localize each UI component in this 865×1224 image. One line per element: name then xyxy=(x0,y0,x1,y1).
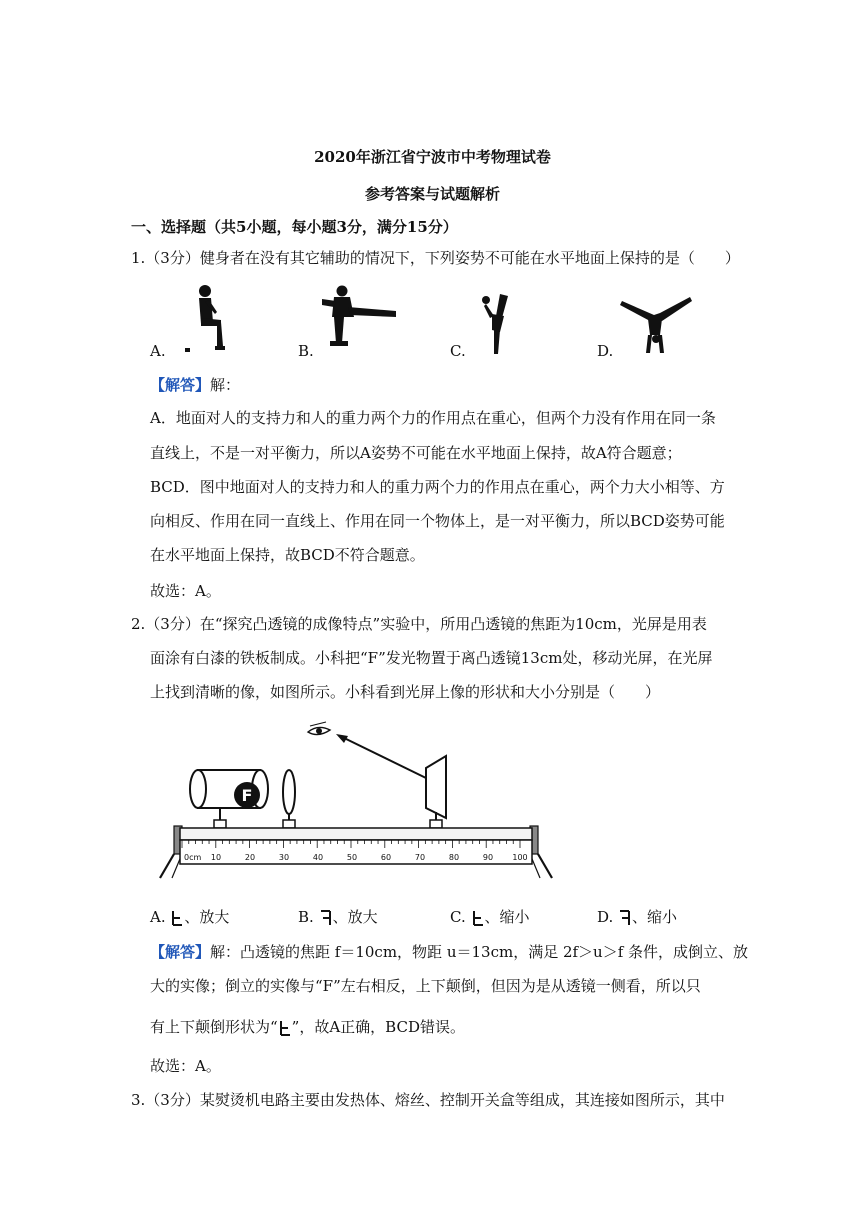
q1-option-b: B. xyxy=(298,342,314,360)
arrow-icon xyxy=(336,734,348,743)
option-letter: B. xyxy=(298,908,314,926)
answer-text: 有上下颠倒形状为“ xyxy=(150,1018,278,1036)
q1-option-d: D. xyxy=(597,342,614,360)
q2-stem-line: 2.（3分）在“探究凸透镜的成像特点”实验中，所用凸透镜的焦距为10cm，光屏是用表 xyxy=(131,615,707,633)
q2-option-b xyxy=(298,907,378,927)
q1-answer-line: BCD．图中地面对人的支持力和人的重力两个力的作用点在重心，两个力大小相等、方 xyxy=(150,478,725,496)
q2-optical-bench-figure xyxy=(150,712,560,882)
image-glyph-icon xyxy=(618,910,632,926)
q1-figure-d-handstand xyxy=(620,295,692,355)
image-glyph-icon xyxy=(170,910,184,926)
answer-text: 解：凸透镜的焦距 f＝10cm，物距 u＝13cm，满足 2f＞u＞f 条件，成倒立、放 xyxy=(210,943,749,961)
q1-figure-b-kick xyxy=(320,285,398,347)
convex-lens xyxy=(283,770,295,814)
q2-stem-line: 面涂有白漆的铁板制成。小科把“F”发光物置于离凸透镜13cm处，移动光屏，在光屏 xyxy=(150,649,713,667)
scale-label: 80 xyxy=(448,853,460,862)
q1-figure-c-gymnast xyxy=(478,292,518,356)
q2-stem-line: 上找到清晰的像，如图所示。小科看到光屏上像的形状和大小分别是（ ） xyxy=(150,683,661,701)
scale-label: 90 xyxy=(482,853,494,862)
q1-answer-line: 在水平地面上保持，故BCD不符合题意。 xyxy=(150,546,425,564)
doc-subtitle: 参考答案与试题解析 xyxy=(364,185,500,203)
q1-option-a: A. xyxy=(150,342,166,360)
answer-tag: 【解答】 xyxy=(150,376,211,394)
q1-figure-a-sitting xyxy=(175,282,225,354)
option-text: 、缩小 xyxy=(632,908,678,926)
scale-label: 40 xyxy=(312,853,324,862)
image-glyph-icon xyxy=(319,910,333,926)
option-letter: C. xyxy=(450,908,466,926)
option-letter: A. xyxy=(150,908,166,926)
q1-choice: 故选：A。 xyxy=(150,582,221,600)
q2-option-d xyxy=(597,907,677,927)
option-letter: D. xyxy=(597,908,614,926)
answer-text: ”，故A正确，BCD错误。 xyxy=(291,1018,465,1036)
q1-answer-line: 向相反、作用在同一直线上、作用在同一个物体上，是一对平衡力，所以BCD姿势可能 xyxy=(150,512,725,530)
scale-label: 0cm xyxy=(184,853,202,862)
option-text: 、放大 xyxy=(184,908,230,926)
q2-answer-line xyxy=(150,942,748,962)
answer-tag: 【解答】 xyxy=(150,943,211,961)
light-source-f xyxy=(190,770,268,828)
q1-answer-line: 直线上，不是一对平衡力，所以A姿势不可能在水平地面上保持，故A符合题意； xyxy=(150,444,682,462)
image-glyph-icon xyxy=(471,910,485,926)
q2-option-a xyxy=(150,907,229,927)
q1-answer-heading xyxy=(150,375,240,395)
q1-stem: 1.（3分）健身者在没有其它辅助的情况下，下列姿势不可能在水平地面上保持的是（ ） xyxy=(131,249,740,267)
answer-lead: 解： xyxy=(210,376,241,394)
q2-answer-line: 大的实像；倒立的实像与“F”左右相反，上下颠倒，但因为是从透镜一侧看，所以只 xyxy=(150,977,701,995)
q1-answer-line: A．地面对人的支持力和人的重力两个力的作用点在重心，但两个力没有作用在同一条 xyxy=(150,409,716,427)
q3-stem: 3.（3分）某熨烫机电路主要由发热体、熔丝、控制开关盒等组成，其连接如图所示，其中 xyxy=(131,1091,725,1109)
image-glyph-icon xyxy=(278,1020,292,1036)
option-text: 、缩小 xyxy=(484,908,530,926)
section-heading: 一、选择题（共5小题，每小题3分，满分15分） xyxy=(131,218,458,236)
option-text: 、放大 xyxy=(332,908,378,926)
source-letter: F xyxy=(241,786,253,805)
light-screen xyxy=(426,756,446,818)
eye-icon xyxy=(308,722,330,735)
scale-label: 20 xyxy=(244,853,256,862)
scale-label: 100 xyxy=(512,853,528,862)
scale-label: 60 xyxy=(380,853,392,862)
scale-label: 70 xyxy=(414,853,426,862)
doc-title: 2020年浙江省宁波市中考物理试卷 xyxy=(314,148,551,166)
q2-option-c xyxy=(450,907,530,927)
q2-answer-line xyxy=(150,1017,465,1037)
q2-choice: 故选：A。 xyxy=(150,1057,221,1075)
scale-label: 30 xyxy=(278,853,290,862)
scale-label: 50 xyxy=(346,853,358,862)
scale-label: 10 xyxy=(210,853,222,862)
q1-option-c: C. xyxy=(450,342,466,360)
